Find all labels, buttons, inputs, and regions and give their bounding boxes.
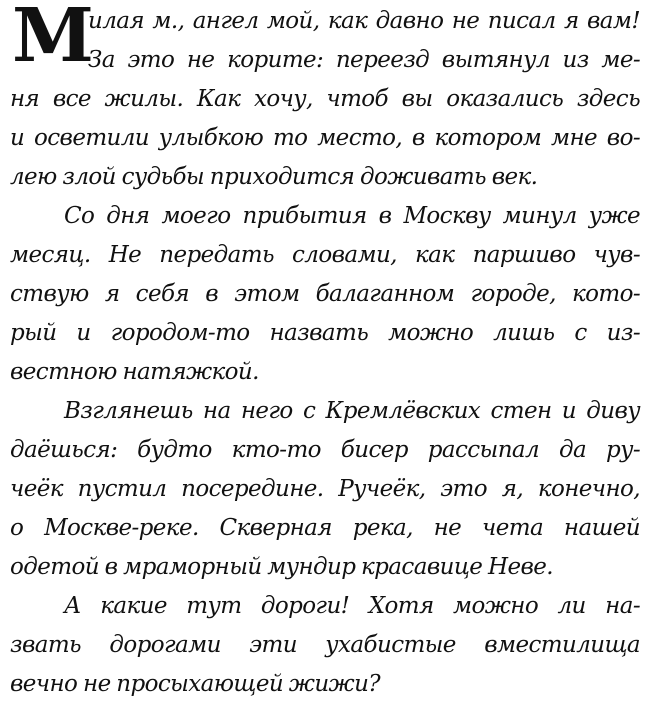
text-line: месяц. Не передать словами, как паршиво чув- <box>10 242 640 268</box>
text-line: одетой в мраморный мундир красавице Неве. <box>10 554 553 580</box>
text-line: чеёк пустил посередине. Ручеёк, это я, конечно, <box>10 476 640 502</box>
text-line: ствую я себя в этом балаганном городе, кото- <box>10 281 640 307</box>
text-line: илая м., ангел мой, как давно не писал я вам! <box>88 8 640 34</box>
text-line: рый и городом-то назвать можно лишь с из- <box>10 320 640 346</box>
text-line: За это не корите: переезд вытянул из ме- <box>88 47 640 73</box>
paragraph-2 <box>10 197 640 392</box>
paragraph-3 <box>10 392 640 587</box>
paragraph-4 <box>10 587 640 704</box>
text-line: о Москве-реке. Скверная река, не чета нашей <box>10 515 640 541</box>
text-line: и осветили улыбкою то место, в котором мне во- <box>10 125 640 151</box>
paragraph-1 <box>10 2 640 197</box>
text-line: звать дорогами эти ухабистые вместилища <box>10 632 640 658</box>
text-line: ня все жилы. Как хочу, чтоб вы оказались здесь <box>10 86 640 112</box>
text-line: вестною натяжкой. <box>10 359 259 385</box>
text-line: даёшься: будто кто-то бисер рассыпал да ру- <box>10 437 640 463</box>
text-line: Взглянешь на него с Кремлёвских стен и диву <box>64 398 640 424</box>
text-line: Со дня моего прибытия в Москву минул уже <box>64 203 640 229</box>
text-line: вечно не просыхающей жижи? <box>10 671 381 697</box>
text-line: лею злой судьбы приходится доживать век. <box>10 164 538 190</box>
text-line: А какие тут дороги! Хотя можно ли на- <box>64 593 640 619</box>
drop-cap: М <box>12 0 94 79</box>
